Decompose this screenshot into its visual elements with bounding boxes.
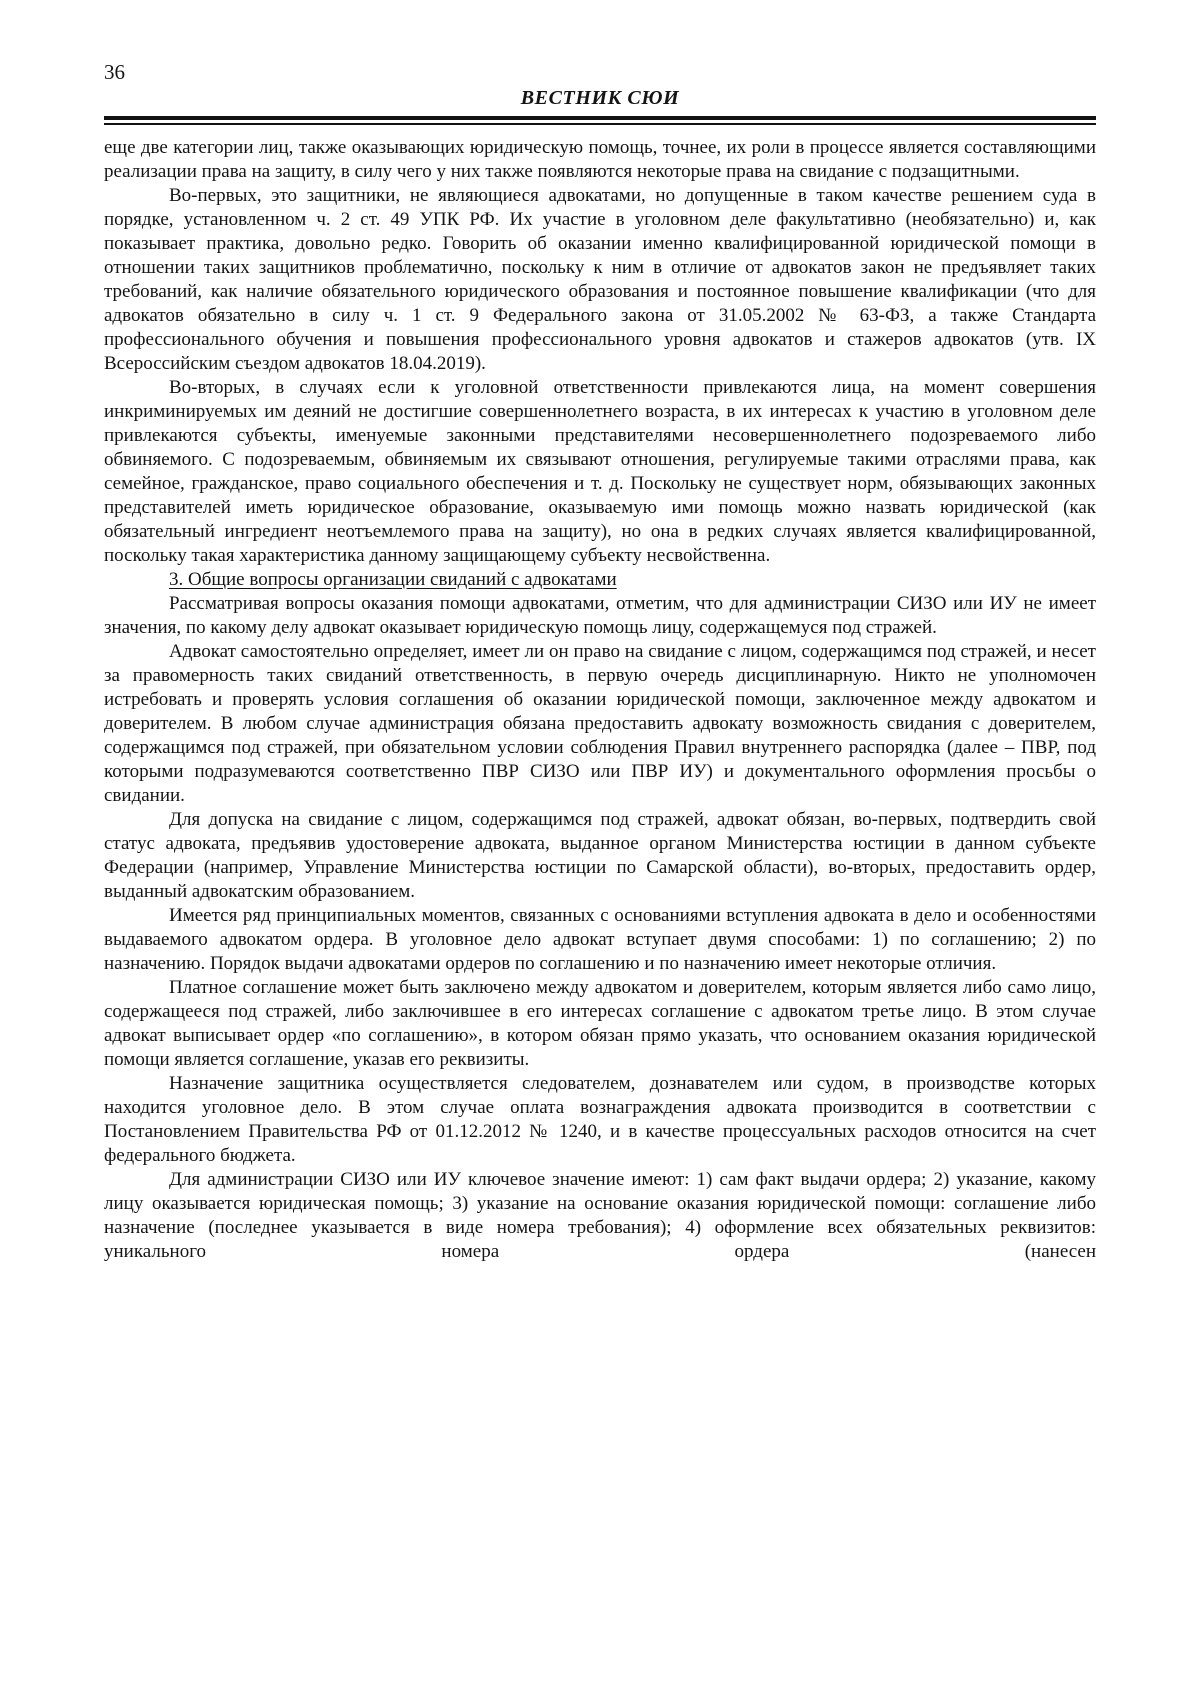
- page-header: [104, 60, 1096, 125]
- paragraph: Во-вторых, в случаях если к уголовной ответственности привлекаются лица, на момент совершения инкриминируемых им деяний не достигшие совершеннолетнего возраста, в их интересах к участию в уголовном деле привлекаются субъекты, именуемые законными представителями несовершеннолетнего подозреваемого либо обвиняемого. С подозреваемым, обвиняемым их связывают отношения, регулируемые такими отраслями права, как семейное, гражданское, право социального обеспечения и т. д. Поскольку не существует норм, обязывающих законных представителей иметь юридическое образование, оказываемую ими помощь можно назвать юридической (как обязательный ингредиент неотъемлемого права на защиту), но она в редких случаях является квалифицированной, поскольку такая характеристика данному защищающему субъекту несвойственна.: [104, 377, 1096, 566]
- paragraph: Назначение защитника осуществляется следователем, дознавателем или судом, в производстве которых находится уголовное дело. В этом случае оплата вознаграждения адвоката производится в соответствии с Постановлением Правительства РФ от 01.12.2012 № 1240, и в качестве процессуальных расходов относится на счет федерального бюджета.: [104, 1073, 1096, 1166]
- paragraph: Имеется ряд принципиальных моментов, связанных с основаниями вступления адвоката в дело и особенностями выдаваемого адвокатом ордера. В уголовное дело адвокат вступает двумя способами: 1) по соглашению; 2) по назначению. Порядок выдачи адвокатами ордеров по соглашению и по назначению имеет некоторые отличия.: [104, 905, 1096, 974]
- paragraph: Рассматривая вопросы оказания помощи адвокатами, отметим, что для администрации СИЗО или ИУ не имеет значения, по какому делу адвокат оказывает юридическую помощь лицу, содержащемуся под стражей.: [104, 593, 1096, 638]
- section-heading: 3. Общие вопросы организации свиданий с адвокатами: [169, 569, 617, 590]
- paragraph: Платное соглашение может быть заключено между адвокатом и доверителем, которым является либо само лицо, содержащееся под стражей, либо заключившее в его интересах соглашение с адвокатом третье лицо. В этом случае адвокат выписывает ордер «по соглашению», в котором обязан прямо указать, что основанием оказания юридической помощи является соглашение, указав его реквизиты.: [104, 977, 1096, 1070]
- article-body: [104, 136, 1096, 1264]
- page-number: 36: [104, 60, 125, 84]
- paragraph: Для администрации СИЗО или ИУ ключевое значение имеют: 1) сам факт выдачи ордера; 2) указание, какому лицу оказывается юридическая помощь; 3) указание на основание оказания юридической помощи: соглашение либо назначение (последнее указывается в виде номера требования); 4) оформление всех обязательных реквизитов: уникального номера ордера (нанесен: [104, 1169, 1096, 1262]
- journal-title: ВЕСТНИК СЮИ: [520, 87, 680, 109]
- paragraph-continuation: еще две категории лиц, также оказывающих юридическую помощь, точнее, их роли в процессе является составляющими реализации права на защиту, в силу чего у них также появляются некоторые права на свидание с подзащитными.: [104, 137, 1096, 182]
- header-rule: [104, 116, 1096, 125]
- paragraph: Для допуска на свидание с лицом, содержащимся под стражей, адвокат обязан, во-первых, подтвердить свой статус адвоката, предъявив удостоверение адвоката, выданное органом Министерства юстиции в данном субъекте Федерации (например, Управление Министерства юстиции по Самарской области), во-вторых, предоставить ордер, выданный адвокатским образованием.: [104, 809, 1096, 902]
- paragraph: Адвокат самостоятельно определяет, имеет ли он право на свидание с лицом, содержащимся под стражей, и несет за правомерность таких свиданий ответственность, в первую очередь дисциплинарную. Никто не уполномочен истребовать и проверять условия соглашения об оказании юридической помощи, заключенное между адвокатом и доверителем. В любом случае администрация обязана предоставить адвокату возможность свидания с доверителем, содержащимся под стражей, при обязательном условии соблюдения Правил внутреннего распорядка (далее – ПВР, под которыми подразумеваются соответственно ПВР СИЗО или ПВР ИУ) и документального оформления просьбы о свидании.: [104, 641, 1096, 806]
- paragraph: Во-первых, это защитники, не являющиеся адвокатами, но допущенные в таком качестве решением суда в порядке, установленном ч. 2 ст. 49 УПК РФ. Их участие в уголовном деле факультативно (необязательно) и, как показывает практика, довольно редко. Говорить об оказании именно квалифицированной юридической помощи в отношении таких защитников проблематично, поскольку к ним в отличие от адвокатов закон не предъявляет таких требований, как наличие обязательного юридического образования и постоянное повышение квалификации (что для адвокатов обязательно в силу ч. 1 ст. 9 Федерального закона от 31.05.2002 № 63-ФЗ, а также Стандарта профессионального обучения и повышения профессионального уровня адвокатов и стажеров адвокатов (утв. IX Всероссийским съездом адвокатов 18.04.2019).: [104, 185, 1096, 374]
